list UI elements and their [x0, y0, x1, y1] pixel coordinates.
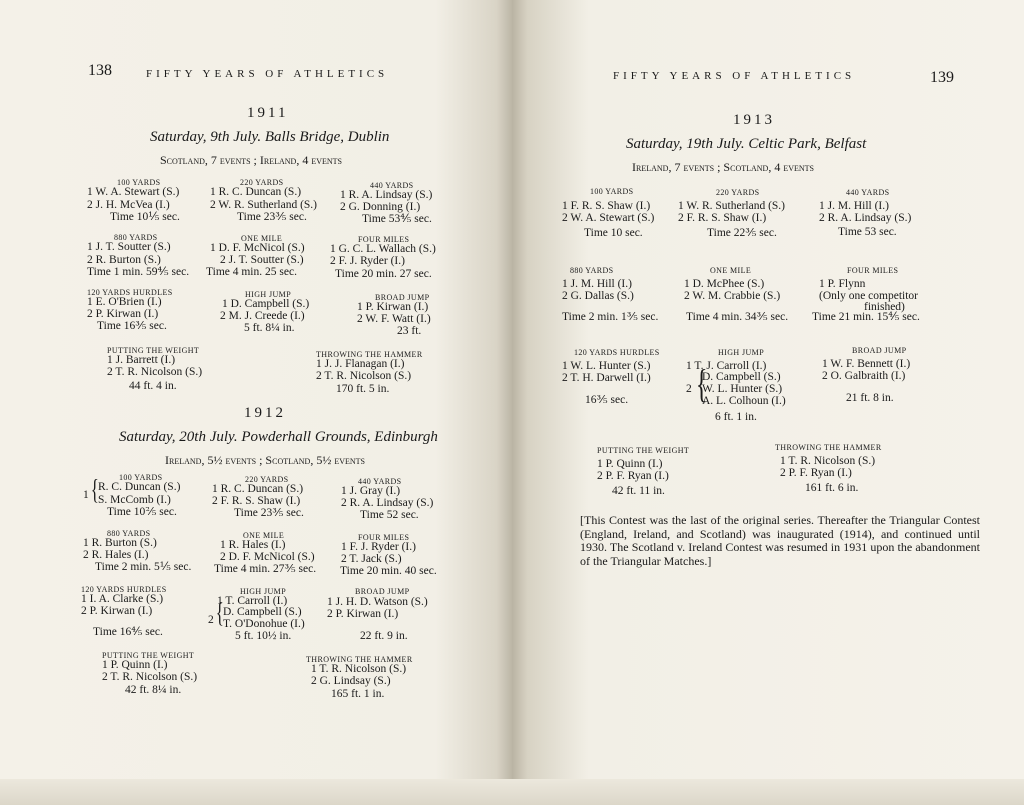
event-title: BROAD JUMP	[375, 293, 430, 302]
result-line: 2 F. R. S. Shaw (I.)	[212, 495, 301, 507]
result-line: 1 R. C. Duncan (S.)	[212, 483, 304, 495]
brace: {	[215, 598, 224, 629]
event-title: HIGH JUMP	[240, 587, 287, 596]
result-line: 2 W. A. Stewart (S.)	[562, 212, 655, 224]
event-title: 100 YARDS	[117, 178, 161, 187]
event-title: 120 YARDS HURDLES	[87, 288, 173, 297]
result-line: 1 D. McPhee (S.)	[684, 278, 765, 290]
result-line: 1 W. L. Hunter (S.)	[562, 360, 651, 372]
result-line: Time 2 min. 1⅗ sec.	[562, 311, 659, 323]
result-line: 23 ft.	[397, 325, 422, 337]
brace: {	[90, 475, 99, 506]
result-line: 2 T. H. Darwell (I.)	[562, 372, 651, 384]
result-line: 2 P. F. Ryan (I.)	[597, 470, 669, 482]
result-line: 6 ft. 1 in.	[715, 411, 757, 423]
result-line: 1 F. R. S. Shaw (I.)	[562, 200, 651, 212]
year-heading: 1913	[733, 112, 775, 128]
result-line: 2 R. A. Lindsay (S.)	[341, 497, 434, 509]
result-line: Time 4 min. 34⅗ sec.	[686, 311, 789, 323]
result-line: 2 T. R. Nicolson (S.)	[316, 370, 412, 382]
result-line: 2 R. Hales (I.)	[83, 549, 149, 561]
event-title: FOUR MILES	[847, 266, 899, 275]
event-title: PUTTING THE WEIGHT	[102, 651, 195, 660]
result-line: Time 4 min. 25 sec.	[206, 266, 297, 278]
score-line: Ireland, 7 events ; Scotland, 4 events	[632, 160, 814, 174]
page-number: 138	[88, 62, 112, 79]
score-line: Scotland, 7 events ; Ireland, 4 events	[160, 153, 342, 167]
running-head: FIFTY YEARS OF ATHLETICS	[146, 68, 389, 80]
meeting-line: Saturday, 20th July. Powderhall Grounds, Edinburgh	[119, 429, 438, 445]
result-line: 1 D. Campbell (S.)	[222, 298, 310, 310]
result-line: 2 P. Kirwan (I.)	[327, 608, 399, 620]
result-line: 170 ft. 5 in.	[336, 383, 390, 395]
result-line: Time 20 min. 40 sec.	[340, 565, 437, 577]
rank-number: 2	[686, 383, 692, 395]
result-line: 2 P. F. Ryan (I.)	[780, 467, 852, 479]
result-line: 1 J. Gray (I.)	[341, 485, 401, 497]
result-line: T. O'Donohue (I.)	[223, 618, 305, 630]
result-line: 2 M. J. Creede (I.)	[220, 310, 305, 322]
result-line: 1 D. F. McNicol (S.)	[210, 242, 305, 254]
event-title: FOUR MILES	[358, 533, 410, 542]
event-title: THROWING THE HAMMER	[306, 655, 413, 664]
result-line: 1 J. H. D. Watson (S.)	[327, 596, 428, 608]
result-line: Time 4 min. 27⅗ sec.	[214, 563, 317, 575]
result-line: Time 10⅖ sec.	[107, 506, 177, 518]
result-line: 5 ft. 10½ in.	[235, 630, 292, 642]
result-line: 22 ft. 9 in.	[360, 630, 408, 642]
result-line: Time 10 sec.	[584, 227, 643, 239]
result-line: Time 21 min. 15⅘ sec.	[812, 311, 920, 323]
result-line: S. McComb (I.)	[98, 494, 171, 506]
meeting-line: Saturday, 19th July. Celtic Park, Belfast	[626, 136, 867, 152]
result-line: 161 ft. 6 in.	[805, 482, 859, 494]
result-line: 1 R. Hales (I.)	[220, 539, 286, 551]
result-line: 2 P. Kirwan (I.)	[87, 308, 159, 320]
result-line: Time 16⅘ sec.	[93, 626, 163, 638]
result-line: 16⅗ sec.	[585, 394, 629, 406]
footnote: [This Contest was the last of the original series. Thereafter the Triangular Contest (England, Ireland, and Scotland) was inaugurated (1914), and continued until 1930. The Scotland v. Ireland Contest was resumed in 1931 upon the abandonment of the Triangular Matches.]	[580, 513, 980, 568]
event-title: BROAD JUMP	[852, 346, 907, 355]
result-line: Time 52 sec.	[360, 509, 419, 521]
event-title: 120 YARDS HURDLES	[81, 585, 167, 594]
event-title: 100 YARDS	[590, 187, 634, 196]
result-line: Time 53 sec.	[838, 226, 897, 238]
result-line: 1 J. J. Flanagan (I.)	[316, 358, 405, 370]
result-line: 1 P. Kirwan (I.)	[357, 301, 429, 313]
rank-number: 1	[83, 489, 89, 501]
result-line: 1 I. A. Clarke (S.)	[81, 593, 164, 605]
result-line: W. L. Hunter (S.)	[702, 383, 783, 395]
result-line: 2 G. Lindsay (S.)	[311, 675, 391, 687]
brace: {	[695, 361, 708, 406]
result-line: 165 ft. 1 in.	[331, 688, 385, 700]
result-line: 2 J. H. McVea (I.)	[87, 199, 170, 211]
running-head: FIFTY YEARS OF ATHLETICS	[613, 70, 856, 82]
result-line: finished)	[864, 301, 905, 313]
result-line: 21 ft. 8 in.	[846, 392, 894, 404]
event-title: PUTTING THE WEIGHT	[597, 446, 690, 455]
result-line: 1 T. Carroll (I.)	[217, 595, 288, 607]
result-line: Time 23⅗ sec.	[234, 507, 304, 519]
result-line: 2 G. Dallas (S.)	[562, 290, 634, 302]
event-title: 220 YARDS	[716, 188, 760, 197]
result-line: 1 P. Quinn (I.)	[102, 659, 168, 671]
result-line: 1 E. O'Brien (I.)	[87, 296, 162, 308]
result-line: 2 G. Donning (I.)	[340, 201, 421, 213]
result-line: 2 W. M. Crabbie (S.)	[684, 290, 781, 302]
meeting-line: Saturday, 9th July. Balls Bridge, Dublin	[150, 129, 390, 145]
event-title: 120 YARDS HURDLES	[574, 348, 660, 357]
result-line: 1 W. A. Stewart (S.)	[87, 186, 180, 198]
result-line: 1 F. J. Ryder (I.)	[341, 541, 416, 553]
right-page	[512, 0, 1024, 805]
result-line: 2 W. F. Watt (I.)	[357, 313, 431, 325]
result-line: 2 T. R. Nicolson (S.)	[102, 671, 198, 683]
result-line: 1 G. C. L. Wallach (S.)	[330, 243, 436, 255]
result-line: 1 J. M. Hill (I.)	[562, 278, 632, 290]
result-line: 1 R. C. Duncan (S.)	[210, 186, 302, 198]
result-line: 2 R. A. Lindsay (S.)	[819, 212, 912, 224]
result-line: Time 10⅕ sec.	[110, 211, 180, 223]
event-title: 220 YARDS	[240, 178, 284, 187]
event-title: 880 YARDS	[107, 529, 151, 538]
result-line: 1 J. T. Soutter (S.)	[87, 241, 171, 253]
rank-number: 2	[208, 614, 214, 626]
event-title: 440 YARDS	[846, 188, 890, 197]
result-line: 2 T. R. Nicolson (S.)	[107, 366, 203, 378]
event-title: 880 YARDS	[570, 266, 614, 275]
page-number: 139	[930, 69, 954, 86]
result-line: 1 R. Burton (S.)	[83, 537, 157, 549]
event-title: FOUR MILES	[358, 235, 410, 244]
event-title: THROWING THE HAMMER	[316, 350, 423, 359]
result-line: 2 O. Galbraith (I.)	[822, 370, 906, 382]
result-line: 1 P. Quinn (I.)	[597, 458, 663, 470]
event-title: PUTTING THE WEIGHT	[107, 346, 200, 355]
result-line: D. Campbell (S.)	[702, 371, 781, 383]
result-line: 1 T. R. Nicolson (S.)	[780, 455, 876, 467]
event-title: HIGH JUMP	[245, 290, 292, 299]
result-line: 1 W. F. Bennett (I.)	[822, 358, 911, 370]
result-line: 2 W. R. Sutherland (S.)	[210, 199, 318, 211]
result-line: Time 16⅗ sec.	[97, 320, 167, 332]
result-line: 42 ft. 11 in.	[612, 485, 665, 497]
result-line: 2 D. F. McNicol (S.)	[220, 551, 315, 563]
event-title: 220 YARDS	[245, 475, 289, 484]
result-line: R. C. Duncan (S.)	[98, 481, 181, 493]
year-heading: 1912	[244, 405, 286, 421]
result-line: Time 2 min. 5⅕ sec.	[95, 561, 192, 573]
result-line: 44 ft. 4 in.	[129, 380, 177, 392]
result-line: 1 W. R. Sutherland (S.)	[678, 200, 786, 212]
year-heading: 1911	[247, 105, 289, 121]
event-title: 440 YARDS	[358, 477, 402, 486]
result-line: A. L. Colhoun (I.)	[702, 395, 786, 407]
result-line: Time 1 min. 59⅘ sec.	[87, 266, 190, 278]
result-line: 2 R. Burton (S.)	[87, 254, 161, 266]
result-line: Time 23⅗ sec.	[237, 211, 307, 223]
event-title: 440 YARDS	[370, 181, 414, 190]
event-title: 880 YARDS	[114, 233, 158, 242]
score-line: Ireland, 5½ events ; Scotland, 5½ events	[165, 453, 365, 467]
result-line: 42 ft. 8¼ in.	[125, 684, 182, 696]
result-line: Time 20 min. 27 sec.	[335, 268, 432, 280]
result-line: 2 J. T. Soutter (S.)	[220, 254, 304, 266]
result-line: 1 J. M. Hill (I.)	[819, 200, 889, 212]
event-title: HIGH JUMP	[718, 348, 765, 357]
result-line: 1 J. Barrett (I.)	[107, 354, 176, 366]
result-line: 1 P. Flynn	[819, 278, 866, 290]
result-line: 2 P. Kirwan (I.)	[81, 605, 153, 617]
result-line: 2 F. R. S. Shaw (I.)	[678, 212, 767, 224]
event-title: 100 YARDS	[119, 473, 163, 482]
event-title: BROAD JUMP	[355, 587, 410, 596]
result-line: 2 F. J. Ryder (I.)	[330, 255, 405, 267]
result-line: 1 T. J. Carroll (I.)	[686, 360, 767, 372]
page-edge	[0, 779, 1024, 805]
result-line: 1 T. R. Nicolson (S.)	[311, 663, 407, 675]
result-line: 5 ft. 8¼ in.	[244, 322, 295, 334]
event-title: ONE MILE	[710, 266, 752, 275]
event-title: THROWING THE HAMMER	[775, 443, 882, 452]
result-line: Time 22⅗ sec.	[707, 227, 777, 239]
result-line: Time 53⅘ sec.	[362, 213, 432, 225]
result-line: D. Campbell (S.)	[223, 606, 302, 618]
result-line: (Only one competitor	[819, 290, 919, 302]
result-line: 2 T. Jack (S.)	[341, 553, 402, 565]
event-title: ONE MILE	[243, 531, 285, 540]
result-line: 1 R. A. Lindsay (S.)	[340, 189, 433, 201]
event-title: ONE MILE	[241, 234, 283, 243]
